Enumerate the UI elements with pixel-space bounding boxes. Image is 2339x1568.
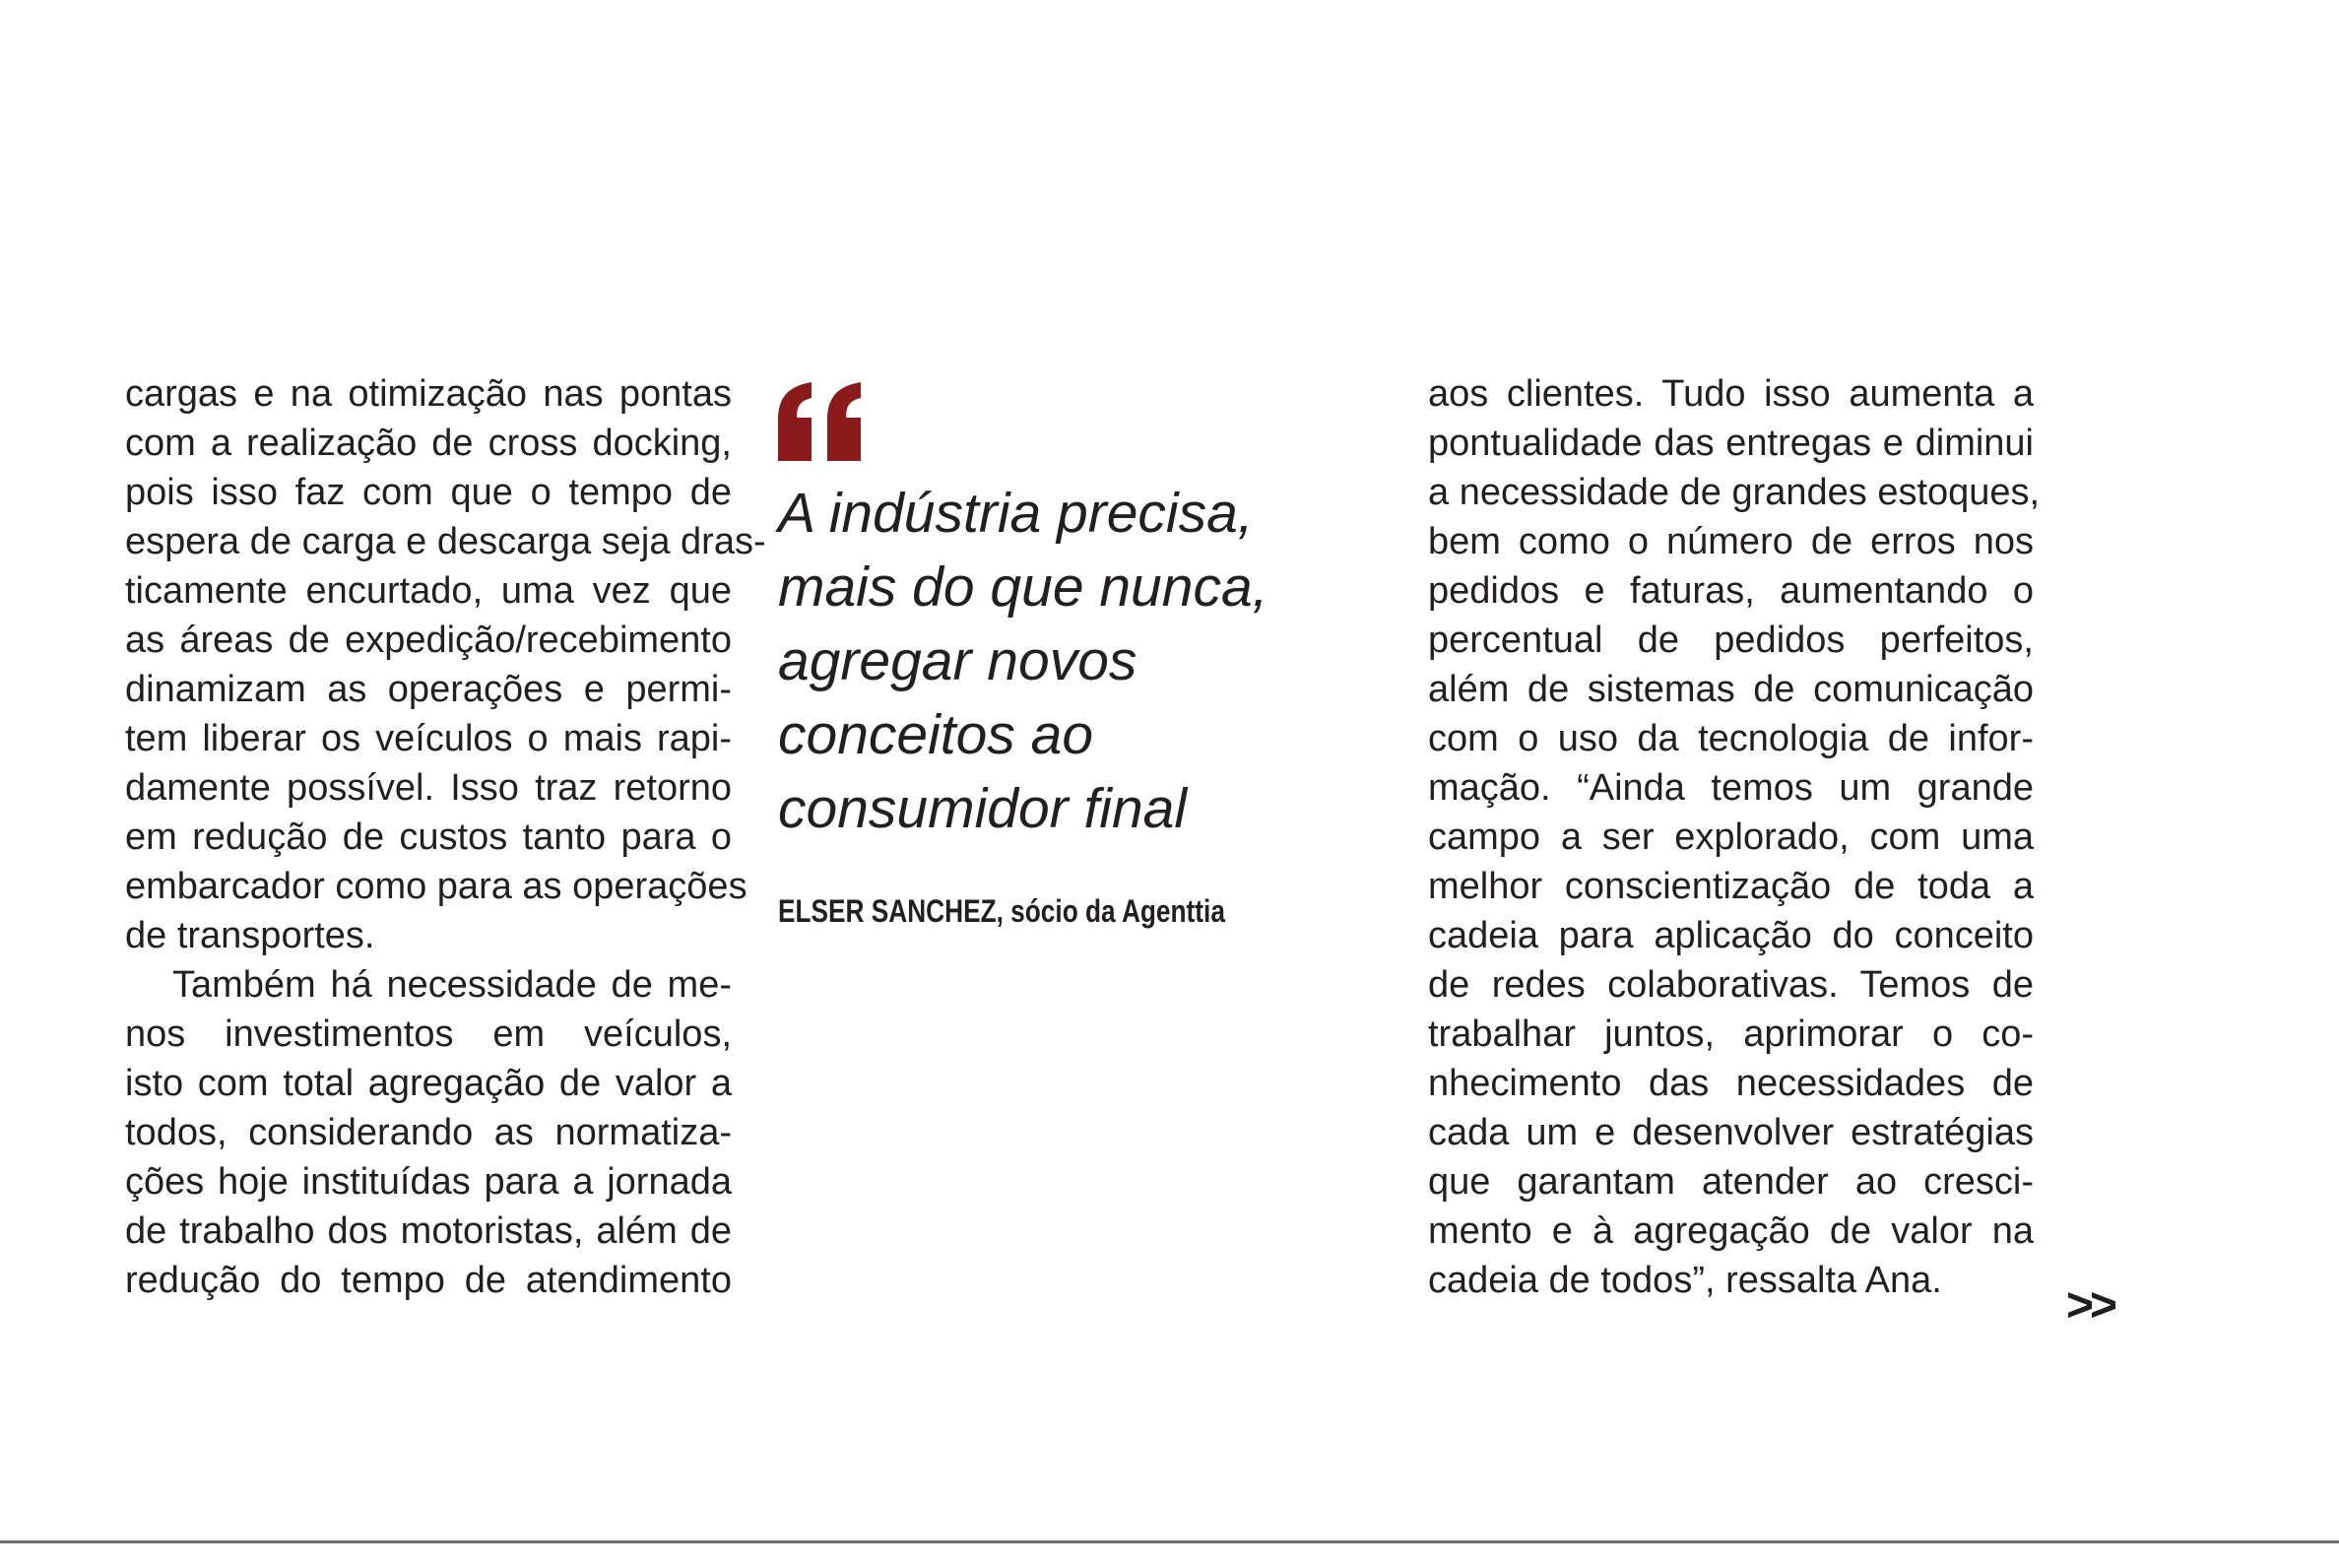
text-line: além de sistemas de comunicação xyxy=(1428,669,2034,710)
text-line: de trabalho dos motoristas, além de xyxy=(125,1210,732,1252)
text-line: redução do tempo de atendimento xyxy=(125,1260,732,1301)
text-line: nhecimento das necessidades de xyxy=(1428,1063,2034,1104)
continue-arrow-icon[interactable]: >> xyxy=(2066,1279,2114,1332)
text-line: ções hoje instituídas para a jornada xyxy=(125,1161,732,1203)
text-line: que garantam atender ao cresci- xyxy=(1428,1161,2034,1203)
text-line: cada um e desenvolver estratégias xyxy=(1428,1112,2034,1153)
text-line: as áreas de expedição/recebimento xyxy=(125,620,732,661)
text-line: todos, considerando as normatiza- xyxy=(125,1112,732,1153)
text-line: embarcador como para as operações xyxy=(125,866,747,907)
text-line: damente possível. Isso traz retorno xyxy=(125,767,732,809)
bottom-divider xyxy=(0,1540,2339,1543)
text-line: pois isso faz com que o tempo de xyxy=(125,472,732,513)
text-line: de redes colaborativas. Temos de xyxy=(1428,964,2034,1006)
text-line: mento e à agregação de valor na xyxy=(1428,1210,2034,1252)
quote-attribution xyxy=(778,893,1230,930)
text-line: isto com total agregação de valor a xyxy=(125,1063,732,1104)
text-line: bem como o número de erros nos xyxy=(1428,521,2034,562)
text-line: cadeia para aplicação do conceito xyxy=(1428,915,2034,956)
text-line: cargas e na otimização nas pontas xyxy=(125,373,732,415)
right-column xyxy=(1428,369,2041,1305)
text-line: a necessidade de grandes estoques, xyxy=(1428,472,2041,513)
attribution-name: ELSER SANCHEZ xyxy=(778,893,997,929)
text-line: pontualidade das entregas e diminui xyxy=(1428,423,2034,464)
quote-mark-icon xyxy=(778,382,867,461)
text-line: cadeia de todos”, ressalta Ana. xyxy=(1428,1260,1942,1301)
left-column xyxy=(125,369,766,1305)
text-line: pedidos e faturas, aumentando o xyxy=(1428,570,2034,612)
text-line: com o uso da tecnologia de infor- xyxy=(1428,718,2034,759)
text-line: percentual de pedidos perfeitos, xyxy=(1428,620,2034,661)
text-line: mação. “Ainda temos um grande xyxy=(1428,767,2034,809)
text-line: campo a ser explorado, com uma xyxy=(1428,817,2034,858)
text-line: dinamizam as operações e permi- xyxy=(125,669,732,710)
text-line: melhor conscientização de toda a xyxy=(1428,866,2034,907)
attribution-role: , sócio da Agenttia xyxy=(996,893,1225,929)
text-line: com a realização de cross docking, xyxy=(125,423,732,464)
text-line: ticamente encurtado, uma vez que xyxy=(125,570,732,612)
text-line: aos clientes. Tudo isso aumenta a xyxy=(1428,373,2034,415)
text-line: trabalhar juntos, aprimorar o co- xyxy=(1428,1013,2034,1055)
text-line: em redução de custos tanto para o xyxy=(125,817,732,858)
text-line: de transportes. xyxy=(125,915,375,956)
text-line: espera de carga e descarga seja dras- xyxy=(125,521,766,562)
pull-quote xyxy=(778,382,1330,930)
text-line: nos investimentos em veículos, xyxy=(125,1013,732,1055)
text-line: Também há necessidade de me- xyxy=(172,964,732,1006)
quote-text: A indústria precisa, mais do que nunca, agregar novos conceitos ao consumidor final xyxy=(778,482,1268,840)
text-line: tem liberar os veículos o mais rapi- xyxy=(125,718,732,759)
